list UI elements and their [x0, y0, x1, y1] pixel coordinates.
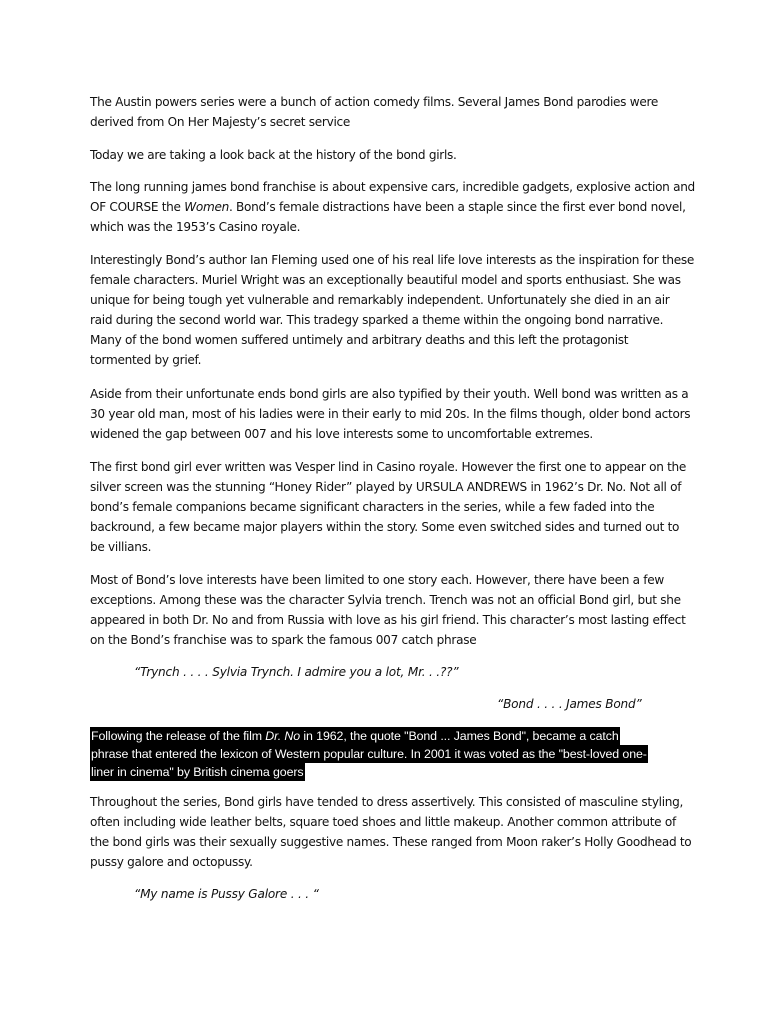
text-line: unique for being tough yet vulnerable and remarkably independent. Unfortunately she died in an air [90, 293, 670, 307]
paragraph-franchise [90, 177, 695, 237]
text-line: appeared in both Dr. No and from Russia with love as his girl friend. This character’s most lasting effect [90, 613, 686, 627]
paragraph-first-bond-girl [90, 457, 687, 557]
text-line: on the Bond’s franchise was to spark the famous 007 catch phrase [90, 633, 477, 647]
highlight-row [90, 727, 680, 745]
text-line: widened the gap between 007 and his love interests some to uncomfortable extremes. [90, 427, 593, 441]
text-line [90, 197, 686, 217]
text-line: Most of Bond’s love interests have been limited to one story each. However, there have been a few [90, 573, 664, 587]
text-line: backround, a few became major players within the story. Some even switched sides and turned out to [90, 520, 680, 534]
italic-title: Dr. No [265, 729, 301, 743]
text-line: female characters. Muriel Wright was an exceptionally beautiful model and sports enthusiast. She was [90, 273, 681, 287]
quote-trynch: “Trynch . . . . Sylvia Trynch. I admire you a lot, Mr. . .??” [134, 665, 459, 679]
quote-bond-james-bond: “Bond . . . . James Bond” [497, 697, 642, 711]
text-line: which was the 1953’s Casino royale. [90, 220, 301, 234]
text-line: often including wide leather belts, square toed shoes and little makeup. Another common attribute of [90, 815, 676, 829]
text-line: Throughout the series, Bond girls have tended to dress assertively. This consisted of masculine styling, [90, 795, 684, 809]
text-line: Today we are taking a look back at the history of the bond girls. [90, 148, 457, 162]
text-line: exceptions. Among these was the character Sylvia trench. Trench was not an official Bond girl, but she [90, 593, 681, 607]
text-line: tormented by grief. [90, 353, 202, 367]
text-line: 30 year old man, most of his ladies were in their early to mid 20s. In the films though, older bond actors [90, 407, 691, 421]
highlight-line [90, 727, 620, 745]
text-line: The first bond girl ever written was Vesper lind in Casino royale. However the first one to appear on the [90, 460, 687, 474]
text-line: Aside from their unfortunate ends bond girls are also typified by their youth. Well bond was written as a [90, 387, 689, 401]
highlighted-passage [90, 727, 680, 781]
highlight-line: phrase that entered the lexicon of Western popular culture. In 2001 it was voted as the "best-loved one- [91, 747, 647, 761]
text-line: the bond girls was their sexually suggestive names. These ranged from Moon raker’s Holly Goodhead to [90, 835, 692, 849]
text-line: The Austin powers series were a bunch of action comedy films. Several James Bond parodies were [90, 95, 659, 109]
text-segment: OF COURSE the [90, 200, 185, 214]
highlight-row [90, 745, 680, 763]
text-line: be villians. [90, 540, 152, 554]
text-line: bond’s female companions became significant characters in the series, while a few faded into the [90, 500, 655, 514]
paragraph-dress-and-names [90, 792, 692, 872]
text-line: silver screen was the stunning “Honey Rider” played by URSULA ANDREWS in 1962’s Dr. No. Not all of [90, 480, 682, 494]
text-line: Many of the bond women suffered untimely and arbitrary deaths and this left the protagonist [90, 333, 629, 347]
paragraph-sylvia-trench [90, 570, 686, 650]
highlight-line: liner in cinema" by British cinema goers [91, 765, 304, 779]
highlight-row [90, 763, 680, 781]
italic-word: Women [184, 200, 229, 214]
text-line: Interestingly Bond’s author Ian Fleming used one of his real life love interests as the inspiration for these [90, 253, 695, 267]
quote-pussy-galore: “My name is Pussy Galore . . . “ [134, 887, 319, 901]
text-line: pussy galore and octopussy. [90, 855, 253, 869]
text-segment: . Bond’s female distractions have been a staple since the first ever bond novel, [228, 200, 686, 214]
text-line: derived from On Her Majesty’s secret service [90, 115, 351, 129]
text-segment: Following the release of the film [91, 729, 266, 743]
paragraph-youth [90, 384, 691, 444]
text-segment: in 1962, the quote "Bond ... James Bond", became a catch [300, 729, 619, 743]
text-line: The long running james bond franchise is about expensive cars, incredible gadgets, explosive action and [90, 180, 695, 194]
paragraph-austin-powers [90, 92, 680, 132]
text-line: raid during the second world war. This tradegy sparked a theme within the ongoing bond narrative. [90, 313, 664, 327]
paragraph-intro [90, 145, 680, 165]
paragraph-fleming [90, 250, 695, 370]
